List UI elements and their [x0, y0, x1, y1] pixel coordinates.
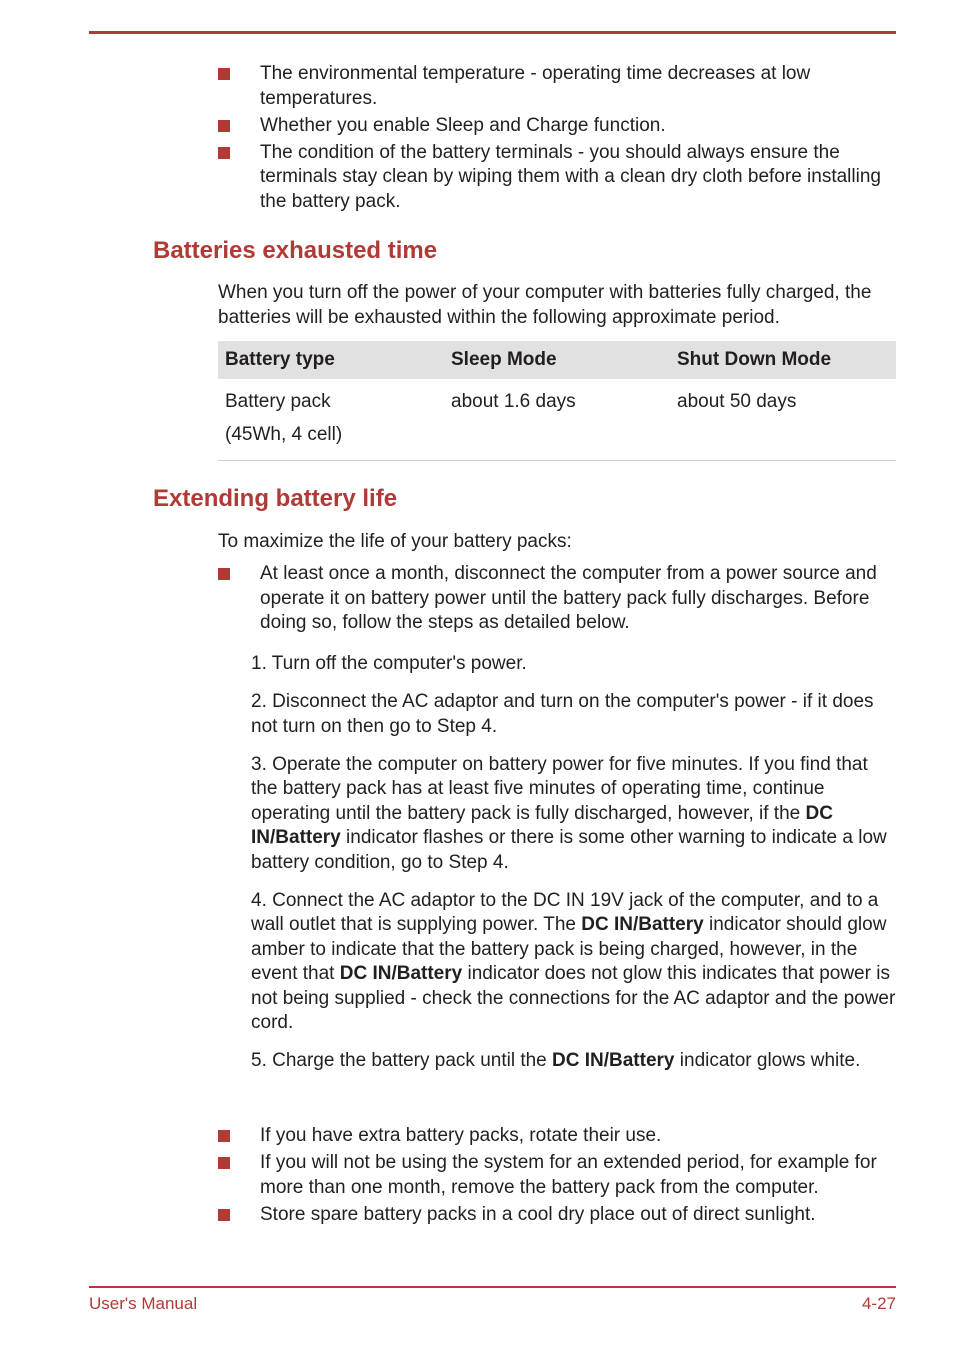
step-1: 1. Turn off the computer's power.	[251, 653, 527, 674]
column-header: Sleep Mode	[444, 341, 670, 379]
square-bullet-icon	[218, 1209, 230, 1221]
section-heading-batteries-exhausted-time: Batteries exhausted time	[153, 237, 438, 264]
step-2: 2. Disconnect the AC adaptor and turn on the computer's power - if it does not turn on then go to Step 4.	[251, 691, 874, 737]
section-intro: To maximize the life of your battery packs:	[218, 531, 572, 552]
column-header: Shut Down Mode	[670, 341, 896, 379]
page-number: 4-27	[861, 1294, 896, 1313]
footer-rule	[89, 1286, 896, 1288]
list-item: The environmental temperature - operating time decreases at low temperatures.	[218, 62, 898, 111]
list-item: If you will not be using the system for an extended period, for example for more than one month, remove the battery pack from the computer.	[218, 1151, 898, 1200]
sleep-mode-cell: about 1.6 days	[444, 379, 670, 461]
battery-type-cell: Battery pack (45Wh, 4 cell)	[218, 379, 444, 461]
top-bullet-list	[218, 62, 898, 217]
battery-time-table	[218, 341, 896, 461]
step-5: 5. Charge the battery pack until the DC IN/Battery indicator glows white.	[251, 1050, 861, 1071]
shutdown-mode-cell: about 50 days	[670, 379, 896, 461]
square-bullet-icon	[218, 568, 230, 580]
column-header: Battery type	[218, 341, 444, 379]
step-3: 3. Operate the computer on battery power for five minutes. If you find that the battery pack has at least five minutes of operating time, continue operating until the battery pack is fully discharged, however, if the DC IN/Battery indicator flashes or there is some other warning to indicate a low battery condition, go to Step 4.	[251, 753, 887, 873]
table-header-row	[218, 341, 896, 379]
steps-list	[251, 652, 896, 1087]
section-heading-extending-battery-life: Extending battery life	[153, 485, 398, 512]
tips-bullet-list	[218, 1124, 898, 1230]
footer-manual-title: User's Manual	[89, 1294, 198, 1313]
square-bullet-icon	[218, 68, 230, 80]
square-bullet-icon	[218, 147, 230, 159]
list-item: Whether you enable Sleep and Charge function.	[218, 114, 898, 139]
square-bullet-icon	[218, 120, 230, 132]
list-item: Store spare battery packs in a cool dry place out of direct sunlight.	[218, 1203, 898, 1228]
square-bullet-icon	[218, 1157, 230, 1169]
step-4: 4. Connect the AC adaptor to the DC IN 19V jack of the computer, and to a wall outlet that is supplying power. The DC IN/Battery indicator should glow amber to indicate that the battery pack is being charged, however, in the event that DC IN/Battery indicator does not glow this indicates that power is not being supplied - check the connections for the AC adaptor and the power cord.	[251, 889, 896, 1033]
list-item: The condition of the battery terminals - you should always ensure the terminals stay clean by wiping them with a clean dry cloth before installing the battery pack.	[218, 141, 898, 215]
maintenance-bullet-list	[218, 562, 898, 638]
list-item: At least once a month, disconnect the computer from a power source and operate it on battery power until the battery pack fully discharges. Before doing so, follow the steps as detailed below.	[218, 562, 898, 636]
section-intro: When you turn off the power of your computer with batteries fully charged, the batteries will be exhausted within the following approximate period.	[218, 282, 872, 328]
table-row	[218, 379, 896, 461]
list-item: If you have extra battery packs, rotate their use.	[218, 1124, 898, 1149]
header-rule	[89, 31, 896, 34]
square-bullet-icon	[218, 1130, 230, 1142]
